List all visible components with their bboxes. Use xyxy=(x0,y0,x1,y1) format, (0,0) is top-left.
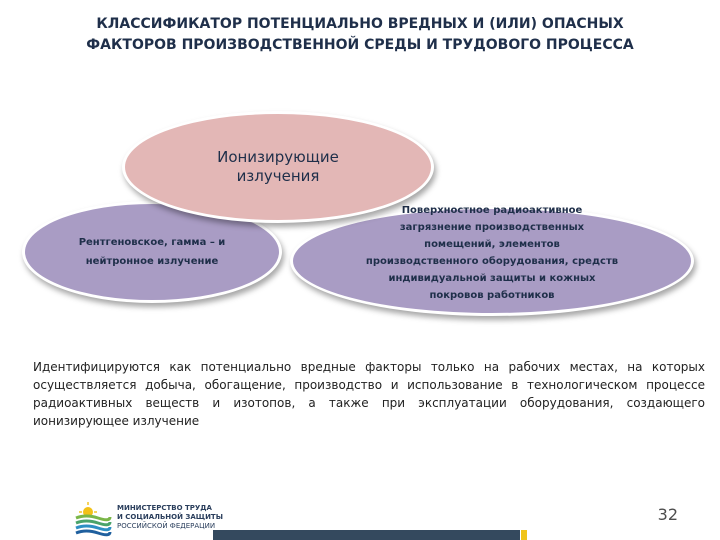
ministry-emblem-icon xyxy=(74,502,112,538)
left-node-line-2: нейтронное излучение xyxy=(85,256,219,267)
ministry-logo-text xyxy=(117,504,223,531)
slide-title-line-1: КЛАССИФИКАТОР ПОТЕНЦИАЛЬНО ВРЕДНЫХ И (ИЛИ) ОПАСНЫХ xyxy=(96,16,624,32)
description-line-3: радиоактивных веществ и изотопов, а также при эксплуатации оборудования, создающего xyxy=(33,396,705,410)
page-number: 32 xyxy=(657,505,678,524)
description-line-4: ионизирующее излучение xyxy=(33,414,200,428)
top-node-ellipse xyxy=(122,111,434,223)
right-node-line-3: помещений, элементов xyxy=(424,239,560,250)
description-line-1: Идентифицируются как потенциально вредные факторы только на рабочих местах, на которых xyxy=(33,360,705,374)
ministry-logo-line-1: МИНИСТЕРСТВО ТРУДА xyxy=(117,504,212,512)
footer-bar xyxy=(213,530,520,540)
top-node-line-2: излучения xyxy=(236,167,320,185)
top-node-text xyxy=(217,148,339,186)
top-node-line-1: Ионизирующие xyxy=(217,148,339,166)
right-node-line-2: загрязнение производственных xyxy=(399,222,585,233)
ministry-logo-line-3: РОССИЙСКОЙ ФЕДЕРАЦИИ xyxy=(117,522,216,530)
right-node-line-6: покровов работников xyxy=(429,290,555,301)
right-node-line-5: индивидуальной защиты и кожных xyxy=(388,273,596,284)
right-node-line-1: Поверхностное радиоактивное xyxy=(401,205,583,216)
footer-accent xyxy=(521,530,527,540)
right-node-text xyxy=(366,202,618,304)
slide-title-line-2: ФАКТОРОВ ПРОИЗВОДСТВЕННОЙ СРЕДЫ И ТРУДОВОГО ПРОЦЕССА xyxy=(86,37,634,53)
right-node-line-4: производственного оборудования, средств xyxy=(365,256,619,267)
left-node-text xyxy=(79,233,226,271)
description-paragraph xyxy=(33,358,705,430)
description-line-2: осуществляется добыча, обогащение, производство и использование в технологическом процессе xyxy=(33,378,705,392)
left-node-line-1: Рентгеновское, гамма – и xyxy=(78,237,226,248)
right-node-ellipse xyxy=(290,206,694,316)
ministry-logo-line-2: И СОЦИАЛЬНОЙ ЗАЩИТЫ xyxy=(117,513,223,521)
slide-title xyxy=(30,14,690,56)
